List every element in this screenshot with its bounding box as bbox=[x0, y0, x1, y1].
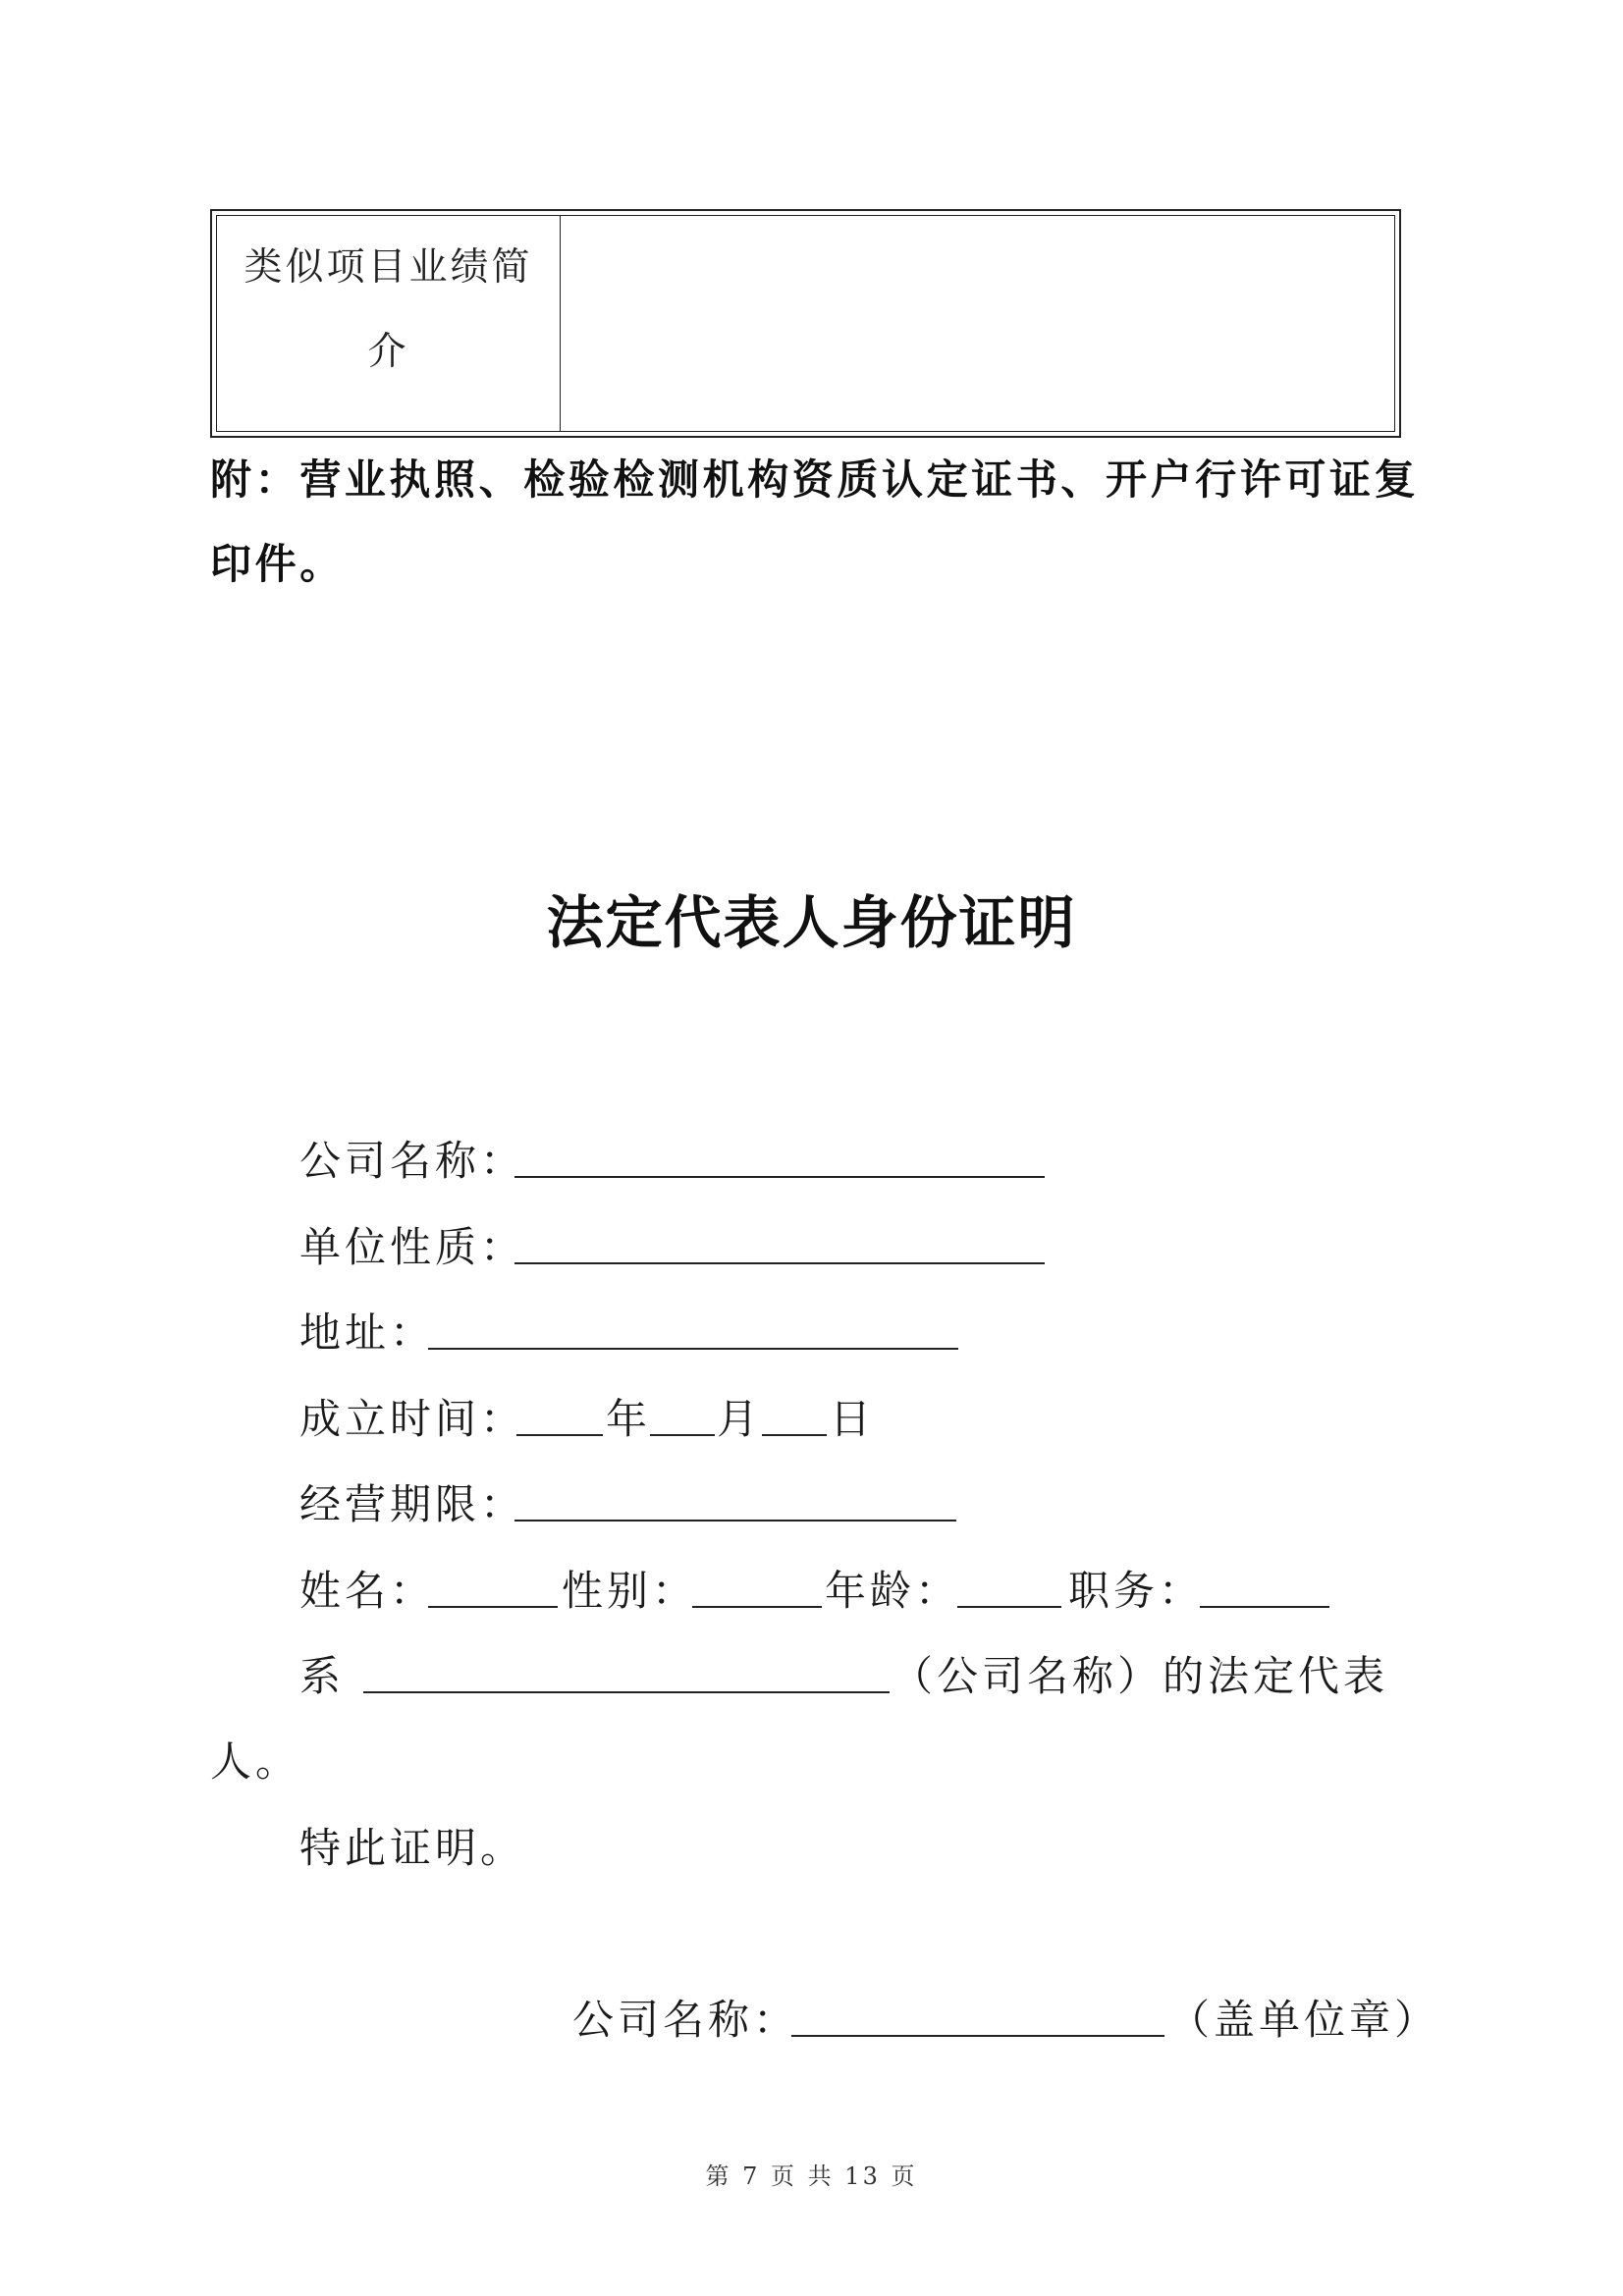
unit-nature-blank[interactable] bbox=[514, 1262, 1045, 1264]
address-label: 地址： bbox=[299, 1308, 436, 1357]
person-age-label: 年龄： bbox=[825, 1567, 961, 1615]
term-label: 经营期限： bbox=[299, 1480, 526, 1528]
established-year-label: 年 bbox=[606, 1395, 652, 1443]
seal-note: （盖单位章） bbox=[1168, 1996, 1440, 2044]
declaration-continuation: 人。 bbox=[210, 1737, 301, 1786]
company-name-blank[interactable] bbox=[514, 1176, 1045, 1178]
established-label: 成立时间： bbox=[299, 1395, 526, 1443]
established-month-label: 月 bbox=[717, 1395, 763, 1443]
person-position-blank[interactable] bbox=[1200, 1606, 1329, 1608]
person-name-blank[interactable] bbox=[428, 1606, 558, 1608]
attachment-note-line1: 附：营业执照、检验检测机构资质认定证书、开户行许可证复 bbox=[210, 455, 1420, 504]
person-age-blank[interactable] bbox=[957, 1606, 1061, 1608]
signature-company-label: 公司名称： bbox=[572, 1996, 799, 2044]
unit-nature-label: 单位性质： bbox=[299, 1223, 526, 1271]
established-month-blank[interactable] bbox=[650, 1434, 715, 1436]
person-gender-blank[interactable] bbox=[692, 1606, 822, 1608]
established-day-label: 日 bbox=[830, 1395, 876, 1443]
address-blank[interactable] bbox=[428, 1348, 958, 1350]
attachment-note-line2: 印件。 bbox=[210, 540, 345, 588]
established-day-blank[interactable] bbox=[762, 1434, 827, 1436]
table-label-cell: 类似项目业绩简介 bbox=[243, 245, 533, 374]
table-inner-border bbox=[216, 215, 1395, 432]
signature-company-blank[interactable] bbox=[791, 2035, 1164, 2037]
declaration-company-blank[interactable] bbox=[363, 1691, 890, 1693]
term-blank[interactable] bbox=[514, 1520, 956, 1522]
form-title: 法定代表人身份证明 bbox=[546, 889, 1077, 956]
page-number-footer: 第 7 页 共 13 页 bbox=[705, 2163, 918, 2190]
company-name-label: 公司名称： bbox=[299, 1137, 526, 1185]
person-gender-label: 性别： bbox=[562, 1567, 698, 1615]
person-position-label: 职务： bbox=[1068, 1567, 1205, 1615]
established-year-blank[interactable] bbox=[516, 1434, 603, 1436]
closing-statement: 特此证明。 bbox=[299, 1824, 526, 1872]
table-column-divider bbox=[560, 216, 561, 431]
performance-table bbox=[210, 209, 1401, 438]
declaration-prefix: 系 bbox=[299, 1652, 346, 1700]
person-name-label: 姓名： bbox=[299, 1567, 436, 1615]
declaration-suffix: （公司名称）的法定代表 bbox=[892, 1652, 1389, 1700]
